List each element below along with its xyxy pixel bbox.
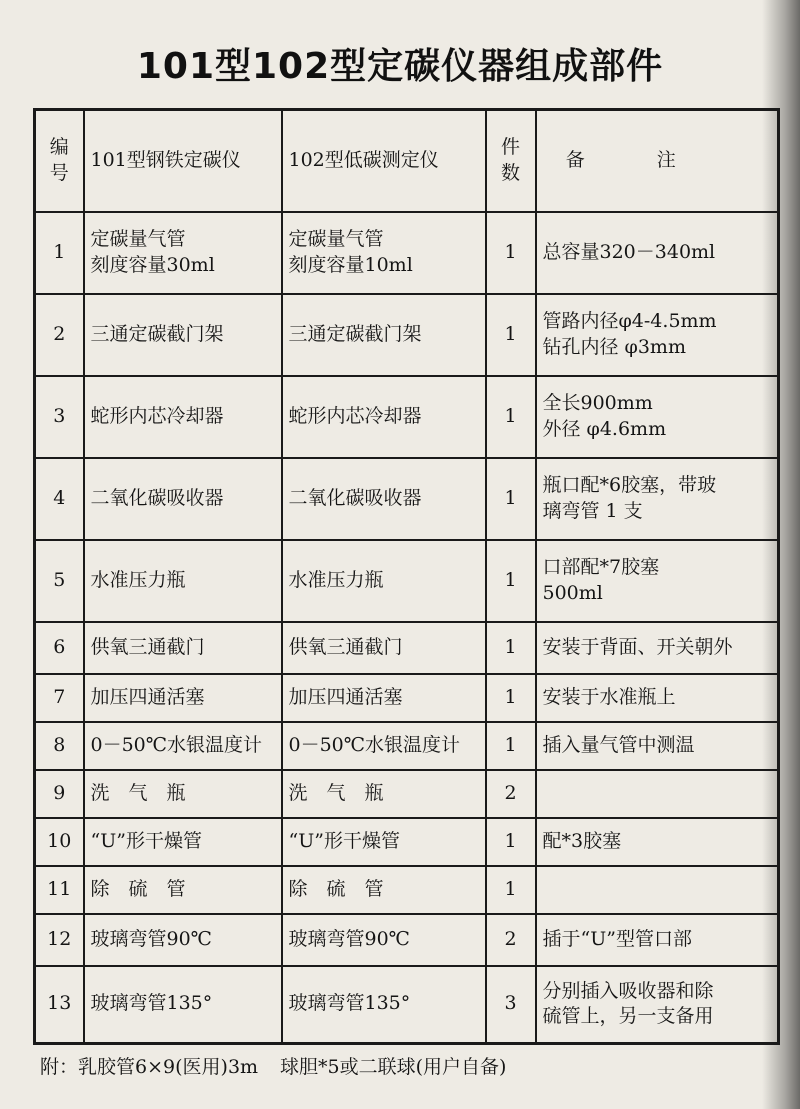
remarks-line: 总容量320－340ml: [542, 240, 716, 263]
remarks-line: 口部配*7胶塞: [542, 555, 660, 578]
remarks: [536, 722, 779, 770]
part-102-line: 蛇形内芯冷却器: [288, 404, 422, 427]
part-101: [84, 212, 282, 294]
table-row: [35, 622, 779, 674]
table-row: [35, 914, 779, 966]
remarks-line: 钻孔内径 φ3mm: [542, 335, 686, 358]
quantity: 1: [486, 622, 536, 674]
part-102: [282, 914, 486, 966]
table-row: [35, 866, 779, 914]
table-row: [35, 212, 779, 294]
quantity: 1: [486, 212, 536, 294]
header-102: 102型低碳测定仪: [282, 110, 486, 212]
remarks: [536, 818, 779, 866]
part-102: [282, 866, 486, 914]
header-row: [35, 110, 779, 212]
part-102-line: 三通定碳截门架: [288, 322, 422, 345]
header-number: [35, 110, 84, 212]
remarks-line: 插入量气管中测温: [542, 733, 695, 756]
table-row: [35, 770, 779, 818]
part-101: [84, 376, 282, 458]
remarks: [536, 622, 779, 674]
header-number-line-1: 编: [49, 136, 69, 159]
part-101: [84, 458, 282, 540]
part-101-line: 三通定碳截门架: [90, 322, 224, 345]
part-101: [84, 914, 282, 966]
remarks: [536, 212, 779, 294]
part-102-line: 加压四通活塞: [288, 685, 403, 708]
quantity: 1: [486, 722, 536, 770]
part-101: [84, 294, 282, 376]
part-101-line: 玻璃弯管135°: [90, 992, 213, 1015]
remarks-line: 分别插入吸收器和除: [542, 979, 714, 1002]
part-102: [282, 376, 486, 458]
part-102-line: 刻度容量10ml: [288, 253, 413, 276]
quantity: 1: [486, 540, 536, 622]
part-102-line: 定碳量气管: [288, 227, 384, 250]
remarks-line: 500ml: [542, 581, 603, 604]
part-102-line: 供氧三通截门: [288, 635, 403, 658]
part-102: [282, 674, 486, 722]
part-102-line: 洗 气 瓶: [288, 781, 384, 804]
remarks-line: 安装于背面、开关朝外: [542, 635, 733, 658]
quantity: 1: [486, 818, 536, 866]
part-101-line: 玻璃弯管90℃: [90, 927, 212, 950]
quantity: 1: [486, 294, 536, 376]
part-102: [282, 770, 486, 818]
part-102-line: 玻璃弯管90℃: [288, 927, 410, 950]
header-remarks: 备注: [536, 110, 779, 212]
part-101-line: 定碳量气管: [90, 227, 186, 250]
table-row: [35, 966, 779, 1044]
table-row: [35, 458, 779, 540]
remarks-line: 硫管上，另一支备用: [542, 1005, 714, 1028]
part-102: [282, 458, 486, 540]
row-number: 11: [35, 866, 84, 914]
remarks-line: 全长900mm: [542, 391, 653, 414]
quantity: 2: [486, 770, 536, 818]
part-101: [84, 866, 282, 914]
row-number: 1: [35, 212, 84, 294]
header-quantity: [486, 110, 536, 212]
quantity: 1: [486, 674, 536, 722]
part-101-line: “U”形干燥管: [90, 829, 202, 852]
part-101-line: 水准压力瓶: [90, 568, 186, 591]
row-number: 4: [35, 458, 84, 540]
part-102: [282, 294, 486, 376]
part-102: [282, 540, 486, 622]
remarks: [536, 540, 779, 622]
table-row: [35, 540, 779, 622]
table-row: [35, 722, 779, 770]
header-quantity-line-2: 数: [500, 161, 520, 184]
remarks-line: 安装于水准瓶上: [542, 685, 676, 708]
remarks: [536, 674, 779, 722]
parts-table: [33, 108, 780, 1045]
table-row: [35, 674, 779, 722]
quantity: 1: [486, 866, 536, 914]
row-number: 7: [35, 674, 84, 722]
header-quantity-line-1: 件: [500, 136, 520, 159]
header-101: 101型钢铁定碳仪: [84, 110, 282, 212]
part-102: [282, 818, 486, 866]
part-102-line: 玻璃弯管135°: [288, 992, 411, 1015]
part-101: [84, 966, 282, 1044]
part-101-line: 蛇形内芯冷却器: [90, 404, 224, 427]
row-number: 5: [35, 540, 84, 622]
remarks: [536, 294, 779, 376]
row-number: 6: [35, 622, 84, 674]
part-102-line: 水准压力瓶: [288, 568, 384, 591]
remarks-line: 外径 φ4.6mm: [542, 417, 667, 440]
part-102: [282, 722, 486, 770]
quantity: 1: [486, 376, 536, 458]
part-101: [84, 818, 282, 866]
footnote-item-1: 乳胶管6×9(医用)3m: [78, 1056, 259, 1078]
document-title: 101型102型定碳仪器组成部件: [136, 46, 664, 87]
row-number: 8: [35, 722, 84, 770]
part-101-line: 二氧化碳吸收器: [90, 486, 224, 509]
remarks-line: 配*3胶塞: [542, 829, 622, 852]
remarks: [536, 966, 779, 1044]
row-number: 13: [35, 966, 84, 1044]
remarks: [536, 376, 779, 458]
table-row: [35, 818, 779, 866]
remarks: [536, 770, 779, 818]
part-101-line: 洗 气 瓶: [90, 781, 186, 804]
row-number: 9: [35, 770, 84, 818]
remarks: [536, 914, 779, 966]
part-101: [84, 770, 282, 818]
part-101: [84, 622, 282, 674]
part-102-line: 除 硫 管: [288, 877, 384, 900]
part-101-line: 除 硫 管: [90, 877, 186, 900]
table-row: [35, 376, 779, 458]
remarks: [536, 458, 779, 540]
part-101: [84, 674, 282, 722]
part-102: [282, 212, 486, 294]
part-101: [84, 722, 282, 770]
part-102-line: “U”形干燥管: [288, 829, 400, 852]
remarks: [536, 866, 779, 914]
quantity: 3: [486, 966, 536, 1044]
footnote-item-2: 球胆*5或二联球(用户自备): [280, 1056, 507, 1078]
remarks-line: 管路内径φ4-4.5mm: [542, 309, 717, 332]
footnote-prefix: 附：: [40, 1056, 79, 1078]
quantity: 1: [486, 458, 536, 540]
part-102-line: 二氧化碳吸收器: [288, 486, 422, 509]
remarks-line: 插于“U”型管口部: [542, 927, 692, 950]
part-101: [84, 540, 282, 622]
part-102: [282, 966, 486, 1044]
remarks-line: 璃弯管 1 支: [542, 499, 643, 522]
part-101-line: 供氧三通截门: [90, 635, 205, 658]
row-number: 12: [35, 914, 84, 966]
quantity: 2: [486, 914, 536, 966]
footnote: [40, 1052, 760, 1079]
part-102: [282, 622, 486, 674]
remarks-line: 瓶口配*6胶塞，带玻: [542, 473, 717, 496]
header-number-line-2: 号: [49, 161, 69, 184]
row-number: 10: [35, 818, 84, 866]
part-101-line: 0－50℃水银温度计: [90, 733, 263, 756]
row-number: 3: [35, 376, 84, 458]
row-number: 2: [35, 294, 84, 376]
part-102-line: 0－50℃水银温度计: [288, 733, 461, 756]
part-101-line: 加压四通活塞: [90, 685, 205, 708]
part-101-line: 刻度容量30ml: [90, 253, 215, 276]
table-row: [35, 294, 779, 376]
